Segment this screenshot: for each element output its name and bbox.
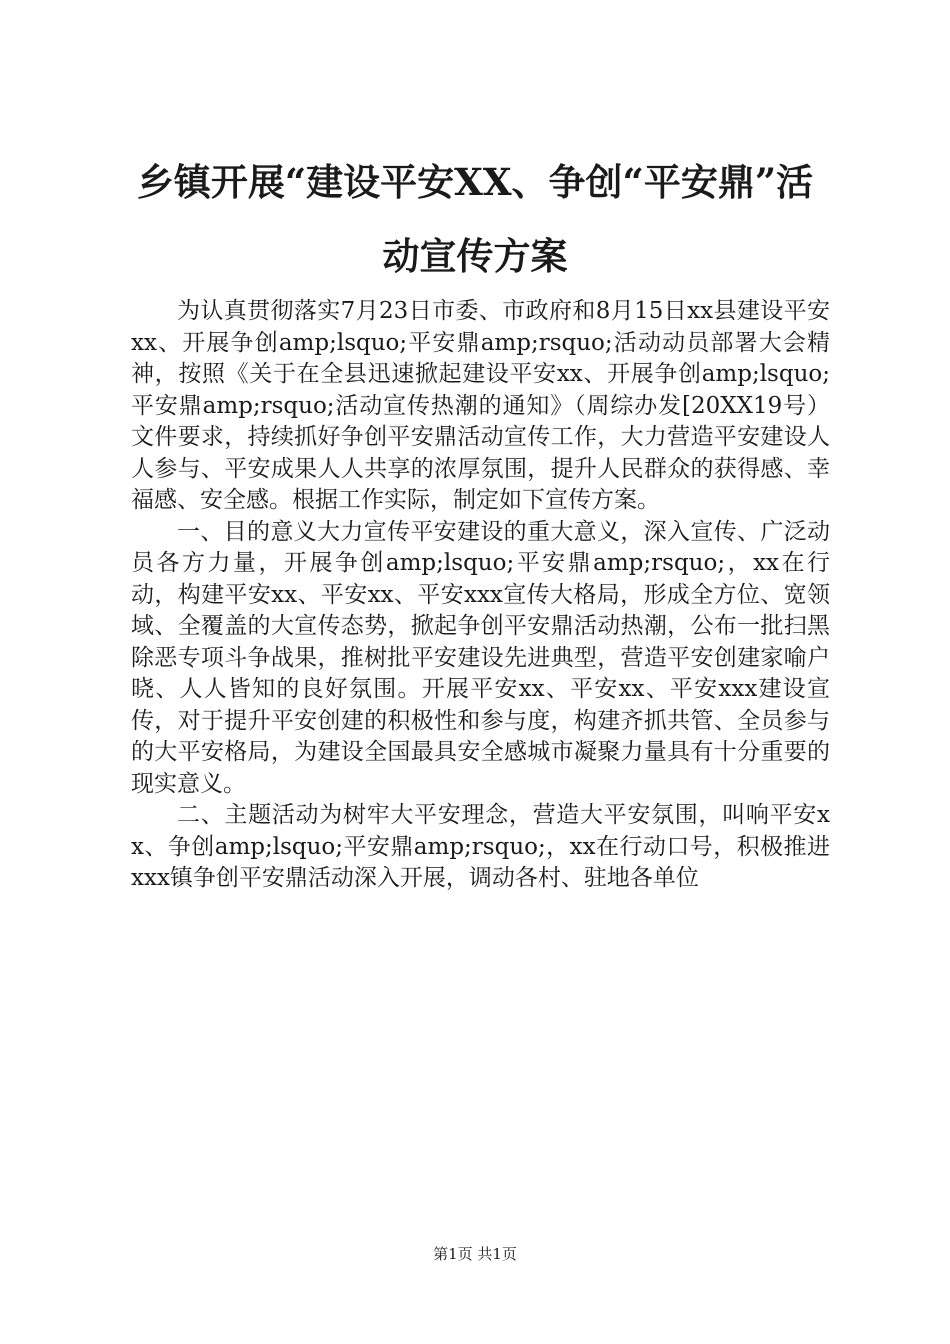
title-line-2: 动宣传方案 (382, 234, 568, 278)
page-footer: 第1页 共1页 (433, 1245, 517, 1263)
paragraph-intro: 为认真贯彻落实7月23日市委、市政府和8月15日xx县建设平安xx、开展争创amp;lsquo;平安鼎amp;rsquo;活动动员部署大会精神，按照《关于在全县迅速掀起建设平安xx、开展争创amp;lsquo;平安鼎amp;rsquo;活动宣传热潮的通知》（周综办发[20XX19号）文件要求，持续抓好争创平安鼎活动宣传工作，大力营造平安建设人人参与、平安成果人人共享的浓厚氛围，提升人民群众的获得感、幸福感、安全感。根据工作实际，制定如下宣传方案。 (131, 298, 830, 513)
document-body (131, 296, 830, 895)
paragraph-theme: 二、主题活动为树牢大平安理念，营造大平安氛围，叫响平安xx、争创amp;lsquo;平安鼎amp;rsquo;，xx在行动口号，积极推进xxx镇争创平安鼎活动深入开展，调动各村、驻地各单位 (131, 802, 830, 891)
title-line-1: 乡镇开展“建设平安XX、争创“平安鼎”活 (136, 160, 814, 204)
document-title (100, 145, 850, 293)
paragraph-purpose: 一、目的意义大力宣传平安建设的重大意义，深入宣传、广泛动员各方力量，开展争创amp;lsquo;平安鼎amp;rsquo;，xx在行动，构建平安xx、平安xx、平安xxx宣传大格局，形成全方位、宽领域、全覆盖的大宣传态势，掀起争创平安鼎活动热潮，公布一批扫黑除恶专项斗争战果，推树批平安建设先进典型，营造平安创建家喻户晓、人人皆知的良好氛围。开展平安xx、平安xx、平安xxx建设宣传，对于提升平安创建的积极性和参与度，构建齐抓共管、全员参与的大平安格局，为建设全国最具安全感城市凝聚力量具有十分重要的现实意义。 (131, 518, 830, 797)
